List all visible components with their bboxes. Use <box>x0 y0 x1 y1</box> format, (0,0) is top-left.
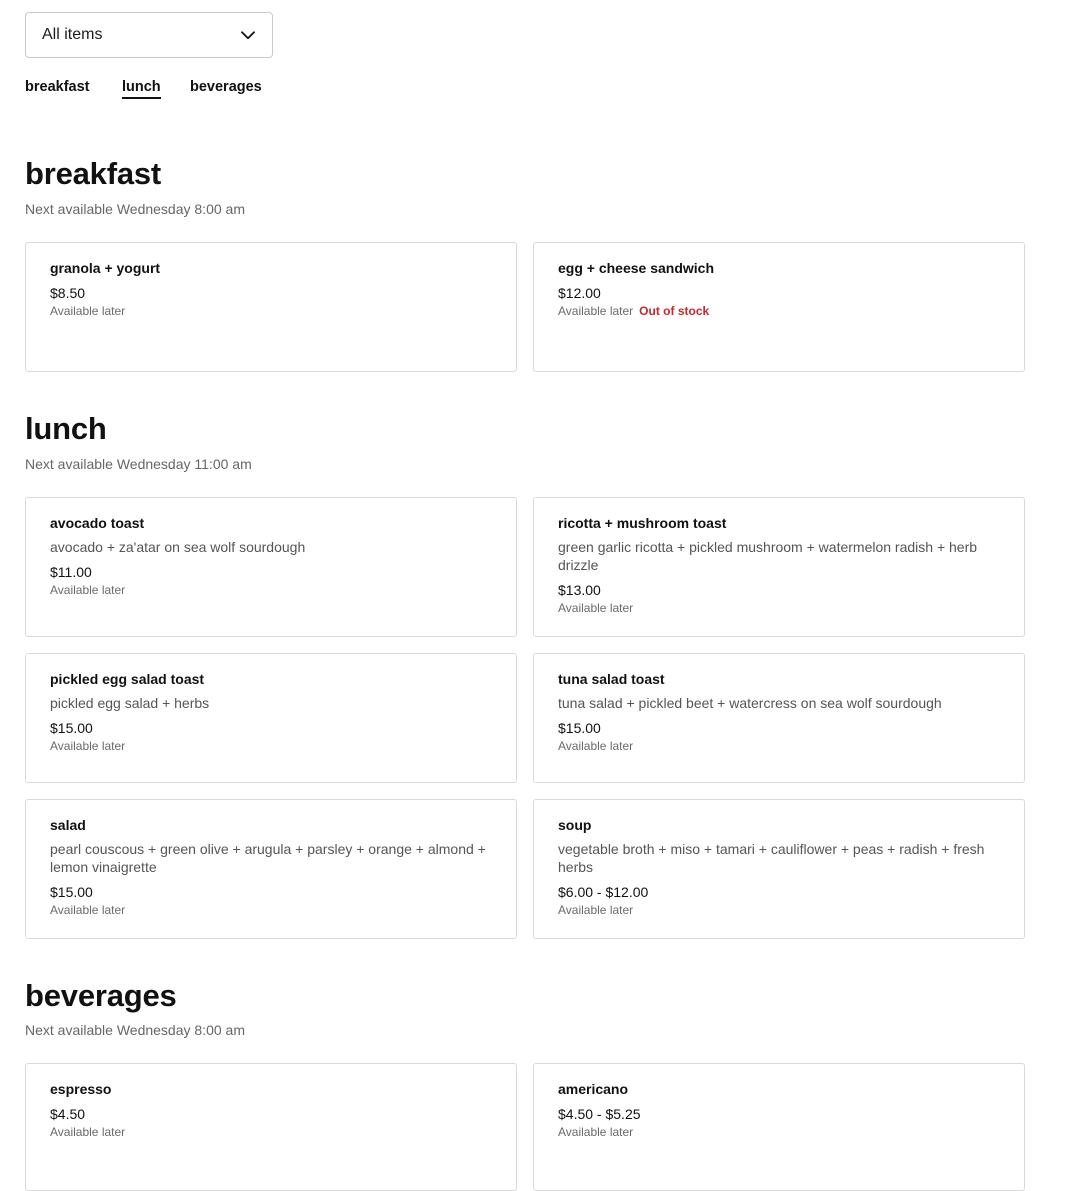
section-title-lunch: lunch <box>25 411 107 446</box>
menu-item-card[interactable] <box>533 242 1025 372</box>
section-availability-breakfast: Next available Wednesday 8:00 am <box>25 201 245 217</box>
item-name: tuna salad toast <box>558 671 665 687</box>
item-price: $4.50 - $5.25 <box>558 1106 641 1122</box>
item-price: $4.50 <box>50 1106 86 1122</box>
item-availability: Available later <box>50 903 126 917</box>
item-name: espresso <box>50 1081 112 1097</box>
menu-item-card[interactable] <box>25 242 517 372</box>
item-availability: Available later <box>50 739 126 753</box>
item-name: egg + cheese sandwich <box>558 260 715 276</box>
tab-beverages[interactable]: beverages <box>190 79 262 95</box>
menu-item-card[interactable] <box>533 799 1025 939</box>
menu-item-card[interactable] <box>25 653 517 783</box>
item-price: $12.00 <box>558 285 601 301</box>
menu-item-card[interactable] <box>533 497 1025 637</box>
item-price: $15.00 <box>50 720 93 736</box>
item-description: pickled egg salad + herbs <box>50 695 210 711</box>
item-description: pearl couscous + green olive + arugula + parsley + orange + almond + lemon vinaigrette <box>50 841 486 875</box>
item-availability: Available later <box>558 601 634 615</box>
item-name: pickled egg salad toast <box>50 671 205 687</box>
section-title-beverages: beverages <box>25 978 177 1013</box>
dropdown-selected-value: All items <box>42 26 103 43</box>
item-name: salad <box>50 817 86 833</box>
menu-item-card[interactable] <box>533 1063 1025 1191</box>
section-availability-lunch: Next available Wednesday 11:00 am <box>25 456 252 472</box>
item-price: $6.00 - $12.00 <box>558 884 649 900</box>
availability-text: Available later <box>558 304 634 318</box>
item-name: americano <box>558 1081 629 1097</box>
item-availability: Available later <box>558 739 634 753</box>
menu-item-card[interactable] <box>533 653 1025 783</box>
item-availability: Available later <box>50 304 126 318</box>
out-of-stock-badge: Out of stock <box>639 304 710 318</box>
tab-breakfast[interactable]: breakfast <box>25 79 90 95</box>
tab-lunch[interactable]: lunch <box>122 79 161 99</box>
chevron-down-icon <box>240 27 256 43</box>
item-availability: Available later <box>50 583 126 597</box>
menu-item-card[interactable] <box>25 1063 517 1191</box>
category-filter-dropdown[interactable] <box>25 12 273 58</box>
item-name: granola + yogurt <box>50 260 161 276</box>
item-price: $13.00 <box>558 582 601 598</box>
item-availability: Available later <box>558 903 634 917</box>
item-name: avocado toast <box>50 515 145 531</box>
item-price: $11.00 <box>50 564 92 580</box>
section-title-breakfast: breakfast <box>25 156 162 191</box>
item-name: soup <box>558 817 592 833</box>
item-price: $15.00 <box>50 884 93 900</box>
item-availability: Available later <box>558 1125 634 1139</box>
item-description: tuna salad + pickled beet + watercress on sea wolf sourdough <box>558 695 942 711</box>
item-availability: Available later <box>50 1125 126 1139</box>
menu-item-card[interactable] <box>25 799 517 939</box>
item-description: avocado + za'atar on sea wolf sourdough <box>50 539 306 555</box>
item-description: green garlic ricotta + pickled mushroom + watermelon radish + herb drizzle <box>558 539 978 573</box>
item-name: ricotta + mushroom toast <box>558 515 727 531</box>
item-price: $8.50 <box>50 285 86 301</box>
item-description: vegetable broth + miso + tamari + cauliflower + peas + radish + fresh herbs <box>558 841 985 875</box>
item-price: $15.00 <box>558 720 601 736</box>
menu-item-card[interactable] <box>25 497 517 637</box>
item-availability <box>558 304 1000 319</box>
section-availability-beverages: Next available Wednesday 8:00 am <box>25 1022 245 1038</box>
